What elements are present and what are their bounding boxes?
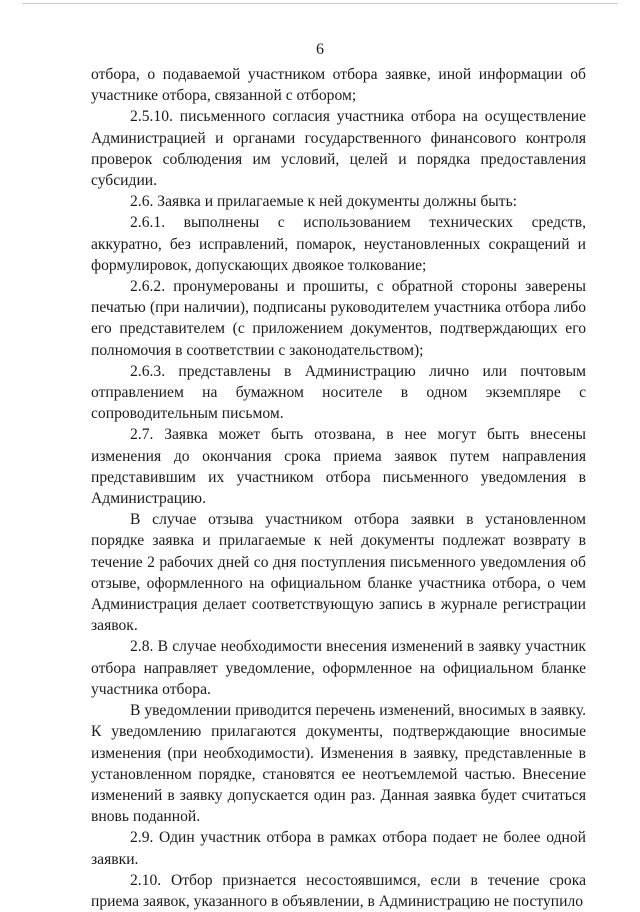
paragraph-withdrawal: В случае отзыва участником отбора заявки в установленном порядке заявка и прилагаемые к ней документы подлежат возврату в течение 2 рабочих дней со дня поступления письменного уведомления об отзыве, оформленного на официальном бланке участника отбора, о чем Администрация делает соответствующую запись в журнале регистрации заявок.	[91, 511, 586, 635]
paragraph-2-7: 2.7. Заявка может быть отозвана, в нее могут быть внесены изменения до окончания срока приема заявок путем направления представившим их участником отбора письменного уведомления в Администрацию.	[91, 426, 586, 508]
page-number: 6	[316, 41, 324, 58]
paragraph-notification: В уведомлении приводится перечень изменений, вносимых в заявку. К уведомлению прилагаются документы, подтверждающие вносимые изменения (при необходимости). Изменения в заявку, представленные в установленном порядке, становятся ее неотъемлемой частью. Внесение изменений в заявку допускается один раз. Данная заявка будет считаться вновь поданной.	[91, 702, 586, 826]
paragraph-2-6-3: 2.6.3. представлены в Администрацию лично или почтовым отправлением на бумажном носителе в одном экземпляре с сопроводительным письмом.	[91, 362, 586, 423]
paragraph-2-5-10: 2.5.10. письменного согласия участника отбора на осуществление Администрацией и органами государственного финансового контроля проверок соблюдения им условий, целей и порядка предоставления субсидии.	[91, 108, 586, 190]
paragraph-2-9: 2.9. Один участник отбора в рамках отбора подает не более одной заявки.	[91, 829, 586, 868]
paragraph-2-6: 2.6. Заявка и прилагаемые к ней документы должны быть:	[130, 193, 518, 211]
paragraph-2-6-1: 2.6.1. выполнены с использованием технических средств, аккуратно, без исправлений, помарок, неустановленных сокращений и формулировок, допускающих двоякое толкование;	[91, 214, 586, 274]
top-scan-edge-line	[22, 3, 618, 4]
document-body	[91, 64, 586, 912]
paragraph-2-8: 2.8. В случае необходимости внесения изменений в заявку участник отбора направляет уведомление, оформленное на официальном бланке участника отбора.	[91, 638, 586, 698]
paragraph-continuation: отбора, о подаваемой участником отбора заявке, иной информации об участнике отбора, связанной с отбором;	[91, 66, 586, 105]
paragraph-2-10: 2.10. Отбор признается несостоявшимся, если в течение срока приема заявок, указанного в объявлении, в Администрацию не поступило	[91, 871, 586, 910]
paragraph-2-6-2: 2.6.2. пронумерованы и прошиты, с обратной стороны заверены печатью (при наличии), подписаны руководителем участника отбора либо его представителем (с приложением документов, подтверждающих его полномочия в соответствии с законодательством);	[91, 278, 586, 359]
